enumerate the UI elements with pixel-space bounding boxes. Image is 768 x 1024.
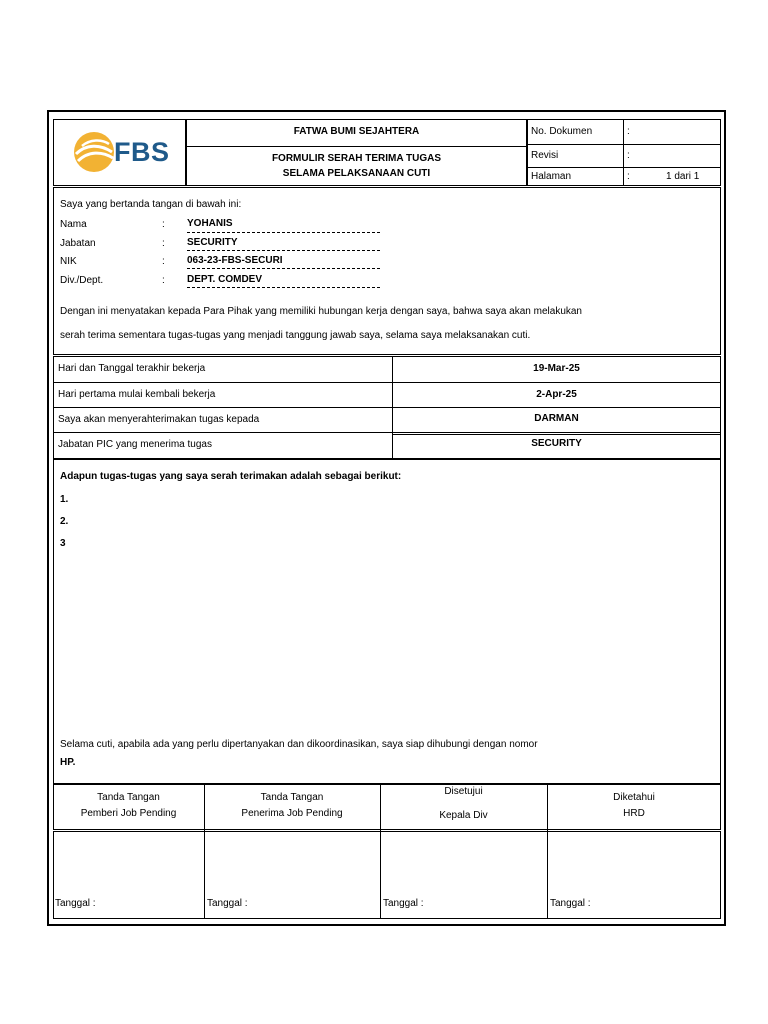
details-label-handover-to: Saya akan menyerahterimakan tugas kepada [58, 414, 260, 425]
header-title-divider [186, 146, 527, 147]
identity-underline [187, 232, 380, 233]
details-value-return-day: 2-Apr-25 [536, 389, 577, 400]
meta-column-divider [623, 119, 624, 186]
identity-label-nik: NIK [60, 256, 77, 267]
contact-line-2: HP. [60, 757, 76, 768]
identity-label-div: Div./Dept. [60, 275, 104, 286]
signature-subtitle-approver: Kepala Div [439, 810, 488, 821]
form-title-line-1: FORMULIR SERAH TERIMA TUGAS [271, 153, 442, 164]
meta-label-revisi: Revisi [531, 150, 559, 161]
fbs-logo-icon [72, 130, 116, 174]
identity-underline [187, 268, 380, 269]
meta-sep: : [627, 171, 630, 182]
signature-date-approver: Tanggal : [383, 898, 424, 909]
intro-text: Saya yang bertanda tangan di bawah ini: [60, 199, 242, 210]
signature-column-divider [380, 784, 381, 919]
details-label-last-day: Hari dan Tanggal terakhir bekerja [58, 363, 206, 374]
details-row-divider [53, 382, 721, 383]
tasks-section [53, 459, 721, 784]
meta-value-halaman: 1 dari 1 [666, 171, 700, 182]
task-item-number: 1. [60, 494, 69, 505]
signature-subtitle-hrd: HRD [623, 808, 645, 819]
header-logo-cell [53, 119, 186, 186]
details-row-divider [53, 407, 721, 408]
company-name: FATWA BUMI SEJAHTERA [293, 126, 420, 137]
signature-title-hrd: Diketahui [613, 792, 655, 803]
meta-label-no-dokumen: No. Dokumen [531, 126, 593, 137]
signature-subtitle-giver: Pemberi Job Pending [80, 808, 177, 819]
details-label-pic-position: Jabatan PIC yang menerima tugas [58, 439, 212, 450]
identity-value-nik: 063-23-FBS-SECURI [187, 255, 283, 266]
identity-sep: : [162, 238, 165, 249]
details-label-return-day: Hari pertama mulai kembali bekerja [58, 389, 216, 400]
form-title-line-2: SELAMA PELAKSANAAN CUTI [282, 168, 431, 179]
signature-date-receiver: Tanggal : [207, 898, 248, 909]
identity-sep: : [162, 275, 165, 286]
identity-value-div: DEPT. COMDEV [187, 274, 263, 285]
signature-date-giver: Tanggal : [55, 898, 96, 909]
identity-sep: : [162, 256, 165, 267]
signature-title-approver: Disetujui [444, 786, 483, 797]
identity-label-nama: Nama [60, 219, 87, 230]
details-row-divider [392, 434, 721, 435]
meta-row-divider [527, 167, 721, 168]
identity-value-jabatan: SECURITY [187, 237, 238, 248]
logo-text: FBS [114, 137, 170, 167]
meta-sep: : [627, 150, 630, 161]
tasks-heading: Adapun tugas-tugas yang saya serah terimakan adalah sebagai berikut: [60, 471, 402, 482]
signature-subtitle-receiver: Penerima Job Pending [241, 808, 343, 819]
details-row-divider [53, 432, 721, 433]
signature-column-divider [547, 784, 548, 919]
statement-line-1: Dengan ini menyatakan kepada Para Pihak yang memiliki hubungan kerja dengan saya, bahwa saya akan melakukan [60, 306, 582, 317]
signature-title-receiver: Tanda Tangan [260, 792, 324, 803]
details-value-handover-to: DARMAN [534, 413, 579, 424]
meta-sep: : [627, 126, 630, 137]
details-value-last-day: 19-Mar-25 [533, 363, 580, 374]
meta-label-halaman: Halaman [531, 171, 572, 182]
identity-label-jabatan: Jabatan [60, 238, 96, 249]
task-item-number: 3 [60, 538, 66, 549]
details-value-pic-position: SECURITY [531, 438, 582, 449]
signature-date-hrd: Tanggal : [550, 898, 591, 909]
identity-underline [187, 287, 380, 288]
identity-value-nama: YOHANIS [187, 218, 233, 229]
signature-column-divider [204, 784, 205, 919]
task-item-number: 2. [60, 516, 69, 527]
contact-line-1: Selama cuti, apabila ada yang perlu dipertanyakan dan dikoordinasikan, saya siap dihubungi dengan nomor [60, 739, 538, 750]
signature-title-giver: Tanda Tangan [97, 792, 160, 803]
statement-line-2: serah terima sementara tugas-tugas yang menjadi tanggung jawab saya, selama saya melaksanakan cuti. [60, 330, 531, 341]
identity-underline [187, 250, 380, 251]
meta-row-divider [527, 144, 721, 145]
identity-sep: : [162, 219, 165, 230]
